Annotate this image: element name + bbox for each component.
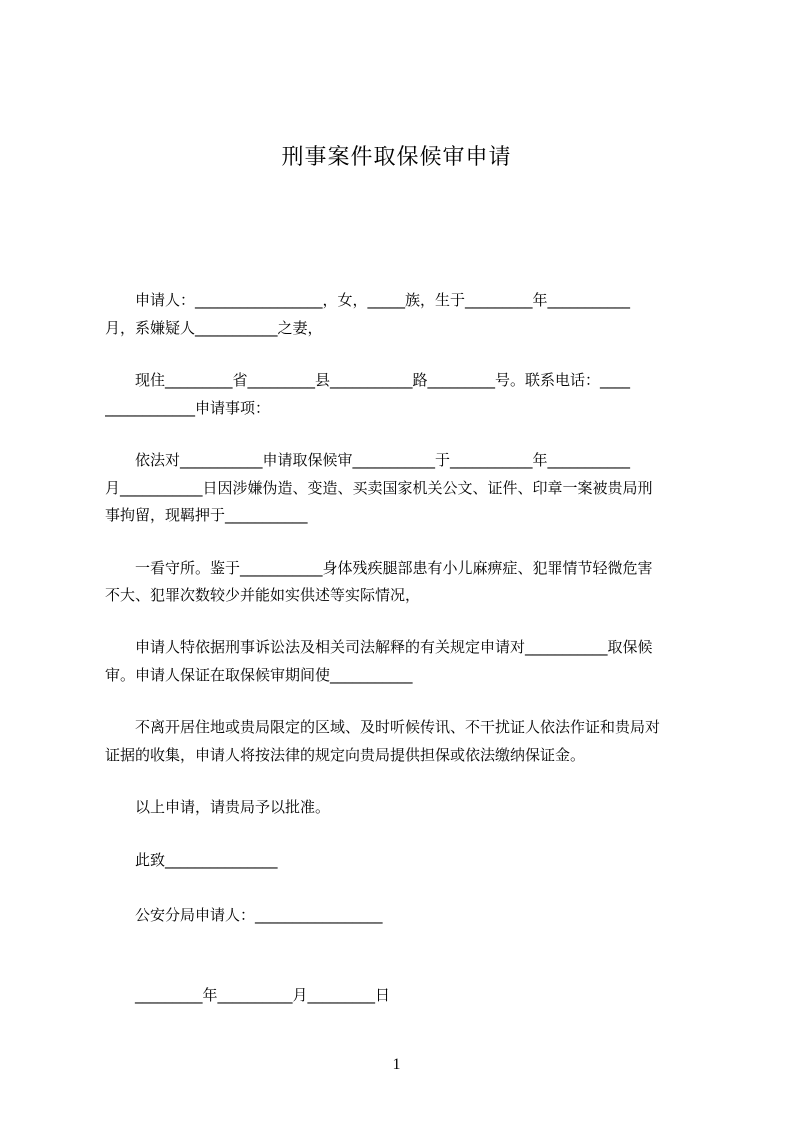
applicant-line-2: 月，系嫌疑人___________之妻， (105, 319, 323, 337)
signature-line: 公安分局申请人：_________________ (105, 906, 383, 924)
date-line: _________年__________月_________日 (105, 986, 391, 1004)
document-title: 刑事案件取保候审申请 (281, 145, 512, 170)
guarantee-line-1: 不离开居住地或贵局限定的区域、及时听候传讯、不干扰证人依法作证和贵局对 (105, 718, 661, 736)
closing-line: 以上申请，请贵局予以批准。 (105, 798, 331, 816)
guarantee-line-2: 证据的收集，申请人将按法律的规定向贵局提供担保或依法缴纳保证金。 (105, 746, 586, 764)
reason-line-2: 不大、犯罪次数较少并能如实供述等实际情况， (105, 586, 421, 604)
address-line-1: 现住_________省_________县___________路_________号。联系电话：____ (105, 371, 631, 389)
legal-basis-line-1: 申请人特依据刑事诉讼法及相关司法解释的有关规定申请对___________取保候 (105, 638, 653, 656)
salutation-line: 此致_______________ (105, 851, 278, 869)
request-line-1: 依法对___________申请取保候审___________于___________年___________ (105, 451, 631, 469)
reason-line-1: 一看守所。鉴于___________身体残疾腿部患有小儿麻痹症、犯罪情节轻微危害 (105, 559, 653, 577)
request-line-2: 月___________日因涉嫌伪造、变造、买卖国家机关公文、证件、印章一案被贵局刑 (105, 479, 653, 497)
request-line-3: 事拘留，现羁押于___________ (105, 506, 308, 524)
legal-basis-line-2: 审。申请人保证在取保候审期间使___________ (105, 666, 413, 684)
page-number: 1 (392, 1056, 401, 1073)
address-line-2: ____________申请事项： (105, 399, 271, 417)
applicant-line-1: 申请人：_________________，女，_____族，生于_________年___________ (105, 291, 631, 309)
